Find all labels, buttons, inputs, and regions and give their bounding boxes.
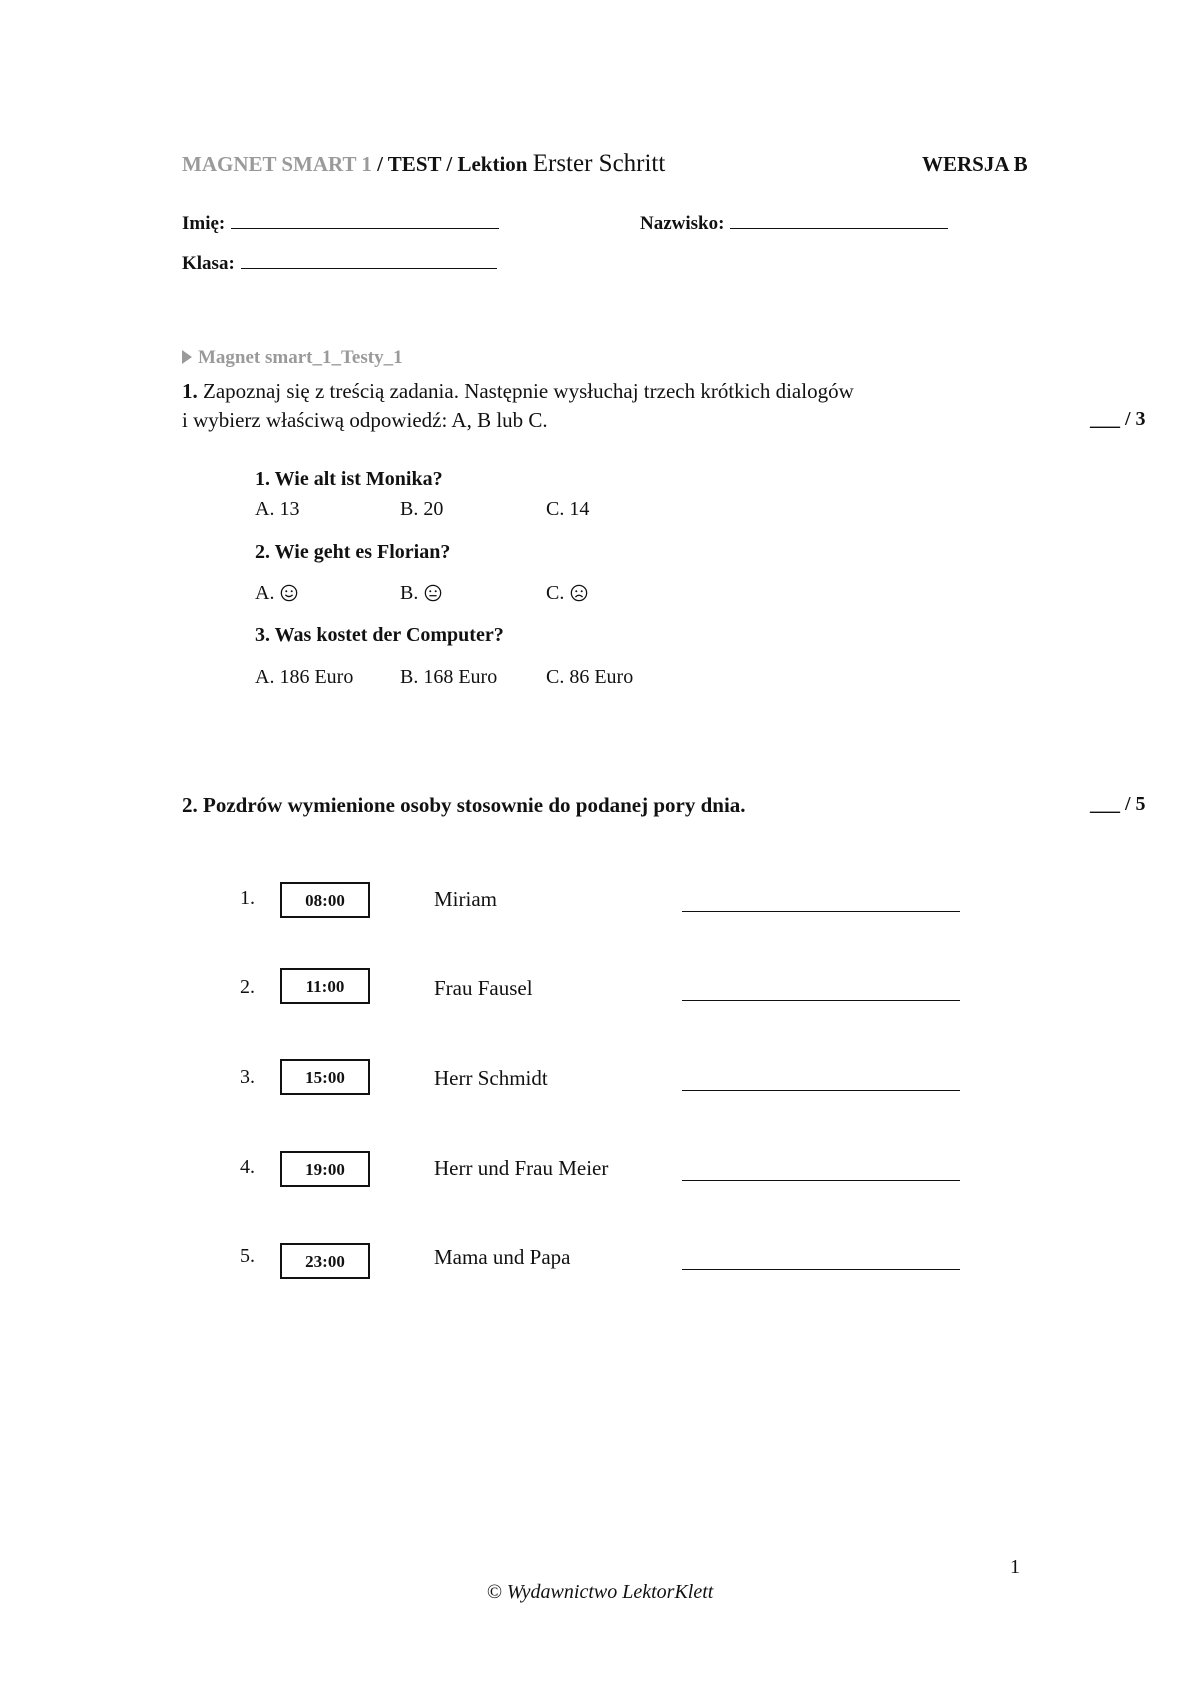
greeting-name-1: Miriam bbox=[434, 887, 497, 911]
answer-line-5[interactable] bbox=[682, 1269, 960, 1270]
greeting-number-1: 1. bbox=[240, 887, 255, 909]
question-3: 3. Was kostet der Computer? bbox=[255, 624, 504, 646]
time-box-5: 23:00 bbox=[280, 1243, 370, 1279]
greeting-name-3: Herr Schmidt bbox=[434, 1066, 548, 1090]
first-name-line[interactable] bbox=[231, 210, 499, 229]
answer-line-2[interactable] bbox=[682, 1000, 960, 1001]
greeting-name-4: Herr und Frau Meier bbox=[434, 1156, 609, 1180]
answer-line-1[interactable] bbox=[682, 911, 960, 912]
version-label: WERSJA B bbox=[922, 152, 1028, 176]
neutral-face-icon bbox=[424, 584, 442, 602]
greeting-name-5: Mama und Papa bbox=[434, 1245, 571, 1269]
task2-score: ___ / 5 bbox=[1090, 793, 1146, 815]
question-2: 2. Wie geht es Florian? bbox=[255, 541, 451, 563]
time-box-3: 15:00 bbox=[280, 1059, 370, 1095]
time-box-1: 08:00 bbox=[280, 882, 370, 918]
time-box-2: 11:00 bbox=[280, 968, 370, 1004]
greeting-number-4: 4. bbox=[240, 1156, 255, 1178]
last-name-field[interactable] bbox=[640, 210, 948, 235]
class-line[interactable] bbox=[241, 250, 497, 269]
task1-text-1: Zapoznaj się z treścią zadania. Następnie wysłuchaj trzech krótkich dialogów bbox=[197, 379, 854, 403]
series-title: MAGNET SMART 1 bbox=[182, 152, 372, 176]
q2-option-c[interactable] bbox=[546, 582, 588, 605]
task1-instruction-line2: i wybierz właściwą odpowiedź: A, B lub C. bbox=[182, 408, 548, 432]
test-label: / TEST / Lektion bbox=[371, 152, 533, 176]
copyright-footer: © Wydawnictwo LektorKlett bbox=[486, 1581, 714, 1603]
greeting-number-5: 5. bbox=[240, 1245, 255, 1267]
q1-option-c[interactable]: C. 14 bbox=[546, 498, 590, 520]
greeting-name-2: Frau Fausel bbox=[434, 976, 533, 1000]
page-number: 1 bbox=[1010, 1556, 1020, 1578]
last-name-line[interactable] bbox=[730, 210, 948, 229]
greeting-number-2: 2. bbox=[240, 976, 255, 998]
task1-instruction-line1 bbox=[182, 379, 854, 404]
q2-option-c-label: C. bbox=[546, 582, 565, 604]
greeting-number-3: 3. bbox=[240, 1066, 255, 1088]
task1-score: ___ / 3 bbox=[1090, 408, 1146, 430]
last-name-label: Nazwisko: bbox=[640, 213, 725, 234]
q3-option-a[interactable]: A. 186 Euro bbox=[255, 666, 354, 688]
answer-line-4[interactable] bbox=[682, 1180, 960, 1181]
q2-option-b-label: B. bbox=[400, 582, 419, 604]
question-1: 1. Wie alt ist Monika? bbox=[255, 468, 443, 490]
q2-option-a[interactable] bbox=[255, 582, 298, 605]
audio-track[interactable] bbox=[182, 347, 403, 369]
q2-option-b[interactable] bbox=[400, 582, 442, 605]
time-box-4: 19:00 bbox=[280, 1151, 370, 1187]
class-field[interactable] bbox=[182, 250, 497, 275]
play-icon bbox=[182, 350, 192, 364]
document-header bbox=[182, 150, 665, 178]
q3-option-c[interactable]: C. 86 Euro bbox=[546, 666, 634, 688]
first-name-label: Imię: bbox=[182, 213, 226, 234]
q3-option-b[interactable]: B. 168 Euro bbox=[400, 666, 498, 688]
task2-instruction: 2. Pozdrów wymienione osoby stosownie do podanej pory dnia. bbox=[182, 793, 746, 817]
q1-option-b[interactable]: B. 20 bbox=[400, 498, 444, 520]
q1-option-a[interactable]: A. 13 bbox=[255, 498, 300, 520]
lesson-title: Erster Schritt bbox=[532, 150, 666, 177]
q2-option-a-label: A. bbox=[255, 582, 275, 604]
audio-track-label: Magnet smart_1_Testy_1 bbox=[198, 347, 403, 368]
task1-number: 1. bbox=[182, 379, 198, 403]
first-name-field[interactable] bbox=[182, 210, 499, 235]
answer-line-3[interactable] bbox=[682, 1090, 960, 1091]
class-label: Klasa: bbox=[182, 253, 235, 274]
smiling-face-icon bbox=[280, 584, 298, 602]
frowning-face-icon bbox=[570, 584, 588, 602]
